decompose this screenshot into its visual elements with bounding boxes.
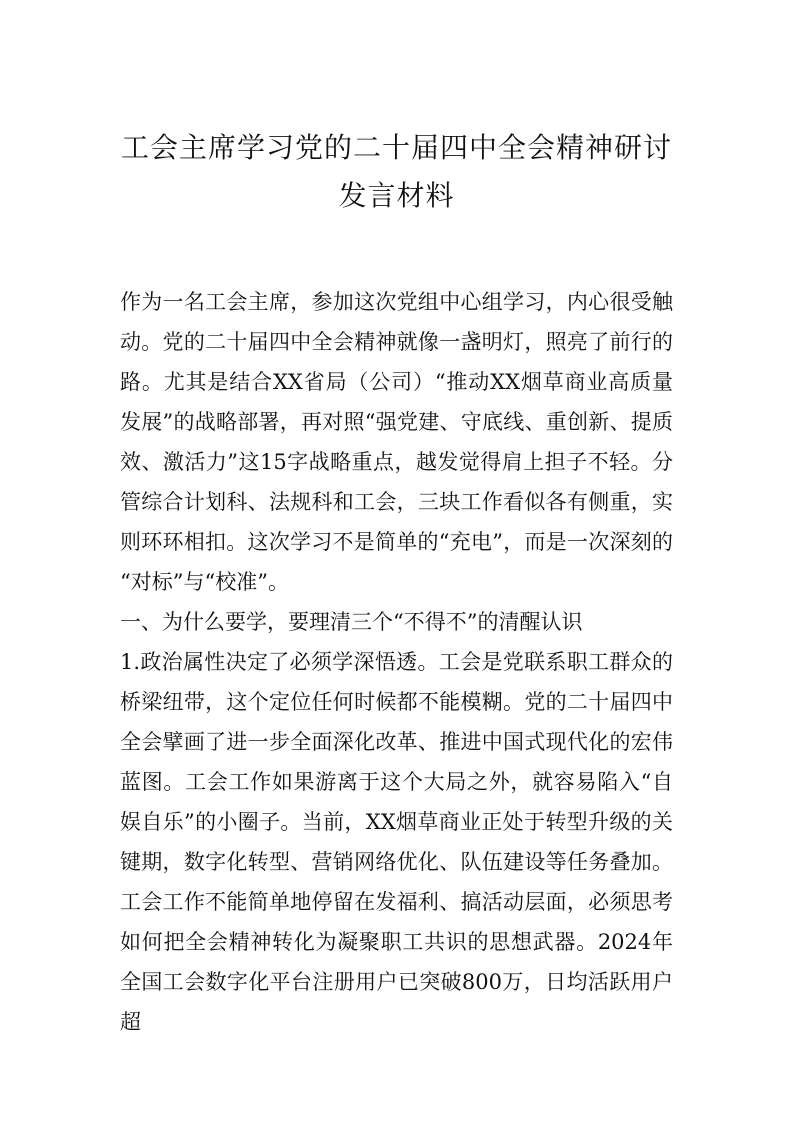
body-paragraph: 1.政治属性决定了必须学深悟透。工会是党联系职工群众的桥梁纽带，这个定位任何时候都不能模糊。党的二十届四中全会擘画了进一步全面深化改革、推进中国式现代化的宏伟蓝图。工会工作如果游离于这个大局之外，就容易陷入“自娱自乐”的小圈子。当前，XX烟草商业正处于转型升级的关键期，数字化转型、营销网络优化、队伍建设等任务叠加。工会工作不能简单地停留在发福利、搞活动层面，必须思考如何把全会精神转化为凝聚职工共识的思想武器。2024年全国工会数字化平台注册用户已突破800万，日均活跃用户超 [120,650,673,1034]
document-title: 工会主席学习党的二十届四中全会精神研讨发言材料 [120,131,672,212]
document-body [120,282,673,1082]
section-heading: 一、为什么要学，要理清三个“不得不”的清醒认识 [120,610,583,634]
intro-paragraph: 作为一名工会主席，参加这次党组中心组学习，内心很受触动。党的二十届四中全会精神就像一盏明灯，照亮了前行的路。尤其是结合XX省局（公司）“推动XX烟草商业高质量发展”的战略部署，再对照“强党建、守底线、重创新、提质效、激活力”这15字战略重点，越发觉得肩上担子不轻。分管综合计划科、法规科和工会，三块工作看似各有侧重，实则环环相扣。这次学习不是简单的“充电”，而是一次深刻的“对标”与“校准”。 [120,290,673,594]
